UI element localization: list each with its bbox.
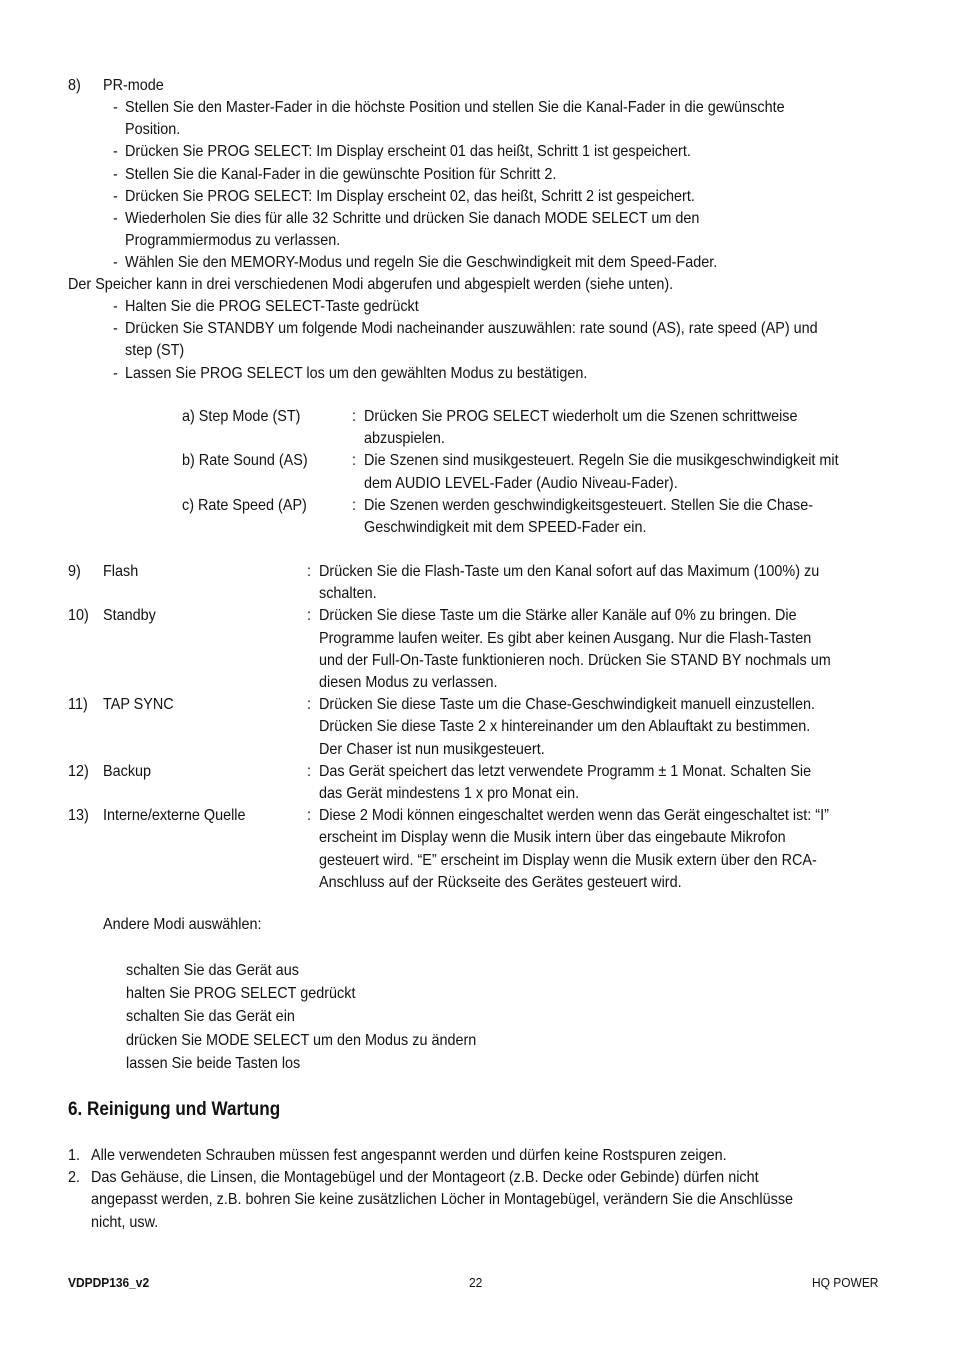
other-mode-step: lassen Sie beide Tasten los [126, 1054, 301, 1072]
item-description-line: Drücken Sie diese Taste 2 x hintereinander um den Ablauftakt zu bestimmen. [319, 718, 811, 736]
bullet-dash: - [113, 254, 118, 272]
item-description-line: schalten. [319, 585, 377, 603]
other-mode-step: schalten Sie das Gerät ein [126, 1008, 295, 1026]
item-label: Flash [103, 563, 139, 580]
item-number: 10) [68, 607, 89, 625]
mode-description-line: Drücken Sie PROG SELECT wiederholt um die Szenen schrittweise [364, 408, 798, 425]
item-colon: : [307, 563, 312, 580]
bullet-text-line: Drücken Sie PROG SELECT: Im Display erscheint 02, das heißt, Schritt 2 ist gespeichert. [125, 187, 695, 205]
bullet-dash: - [113, 99, 118, 116]
mode-label: a) Step Mode (ST) [182, 408, 301, 425]
item-description-line: Drücken Sie diese Taste um die Chase-Geschwindigkeit manuell einzustellen. [319, 696, 815, 714]
item-colon: : [307, 762, 312, 780]
mode-colon: : [352, 408, 357, 425]
mode-label: b) Rate Sound (AS) [182, 452, 308, 470]
bullet-text-line: Drücken Sie STANDBY um folgende Modi nacheinander auszuwählen: rate sound (AS), rate speed (AP) und [125, 320, 818, 338]
mode-colon: : [352, 452, 357, 470]
item-number: 11) [68, 696, 88, 714]
footer-brand: HQ POWER [812, 1275, 879, 1290]
memory-intro: Der Speicher kann in drei verschiedenen Modi abgerufen und abgespielt werden (siehe unten). [68, 276, 674, 293]
bullet-text-line: step (ST) [125, 342, 185, 360]
bullet-dash: - [113, 187, 118, 205]
mode-description-line: abzuspielen. [364, 430, 445, 448]
item-colon: : [307, 696, 312, 714]
item-description-line: Programme laufen weiter. Es gibt aber keinen Ausgang. Nur die Flash-Tasten [319, 629, 812, 647]
bullet-dash: - [113, 210, 118, 227]
section-8-number: 8) [68, 77, 81, 94]
item-description-line: Drücken Sie diese Taste um die Stärke aller Kanäle auf 0% zu bringen. Die [319, 607, 797, 625]
bullet-text-line: Wiederholen Sie dies für alle 32 Schritte und drücken Sie danach MODE SELECT um den [125, 210, 700, 227]
item-label: TAP SYNC [103, 696, 174, 714]
item-number: 12) [68, 762, 89, 780]
bullet-dash: - [113, 320, 118, 338]
item-number: 9) [68, 563, 81, 580]
item-colon: : [307, 607, 312, 625]
mode-description-line: Die Szenen werden geschwindigkeitsgesteuert. Stellen Sie die Chase- [364, 496, 814, 514]
bullet-text-line: Halten Sie die PROG SELECT-Taste gedrückt [125, 298, 419, 315]
bullet-text-line: Programmiermodus zu verlassen. [125, 232, 341, 250]
item-description-line: diesen Modus zu verlassen. [319, 674, 498, 691]
maintenance-text-line: Alle verwendeten Schrauben müssen fest angespannt werden und dürfen keine Rostspuren zeigen. [91, 1147, 727, 1164]
other-mode-step: schalten Sie das Gerät aus [126, 962, 299, 979]
bullet-dash: - [113, 143, 118, 161]
maintenance-number: 1. [68, 1147, 81, 1164]
other-mode-step: halten Sie PROG SELECT gedrückt [126, 985, 356, 1003]
item-description-line: Drücken Sie die Flash-Taste um den Kanal sofort auf das Maximum (100%) zu [319, 563, 820, 580]
footer-page-number: 22 [469, 1275, 483, 1290]
item-label: Interne/externe Quelle [103, 807, 246, 825]
mode-label: c) Rate Speed (AP) [182, 496, 307, 514]
other-mode-step: drücken Sie MODE SELECT um den Modus zu ändern [126, 1031, 477, 1049]
section-heading: 6. Reinigung und Wartung [68, 1099, 281, 1120]
mode-description-line: dem AUDIO LEVEL-Fader (Audio Niveau-Fader). [364, 474, 678, 492]
maintenance-text-line: nicht, usw. [91, 1213, 159, 1231]
bullet-text-line: Drücken Sie PROG SELECT: Im Display erscheint 01 das heißt, Schritt 1 ist gespeichert. [125, 143, 691, 161]
bullet-dash: - [113, 298, 118, 315]
mode-description-line: Die Szenen sind musikgesteuert. Regeln Sie die musikgeschwindigkeit mit [364, 452, 839, 470]
item-number: 13) [68, 807, 89, 825]
item-description-line: Anschluss auf der Rückseite des Gerätes gesteuert wird. [319, 873, 682, 891]
maintenance-text-line: angepasst werden, z.B. bohren Sie keine zusätzlichen Löcher in Montagebügel, verändern Sie die Anschlüsse [91, 1191, 794, 1209]
mode-colon: : [352, 496, 357, 514]
bullet-text-line: Stellen Sie den Master-Fader in die höchste Position und stellen Sie die Kanal-Fader in die gewünschte [125, 99, 785, 116]
section-8-title: PR-mode [103, 77, 164, 94]
bullet-text-line: Wählen Sie den MEMORY-Modus und regeln Sie die Geschwindigkeit mit dem Speed-Fader. [125, 254, 718, 272]
item-description-line: das Gerät mindestens 1 x pro Monat ein. [319, 785, 580, 802]
bullet-text-line: Lassen Sie PROG SELECT los um den gewählten Modus zu bestätigen. [125, 364, 588, 382]
item-description-line: und der Full-On-Taste funktionieren noch. Drücken Sie STAND BY nochmals um [319, 651, 831, 669]
item-description-line: Der Chaser ist nun musikgesteuert. [319, 740, 545, 758]
item-description-line: erscheint im Display wenn die Musik intern über das eingebaute Mikrofon [319, 829, 786, 847]
item-description-line: gesteuert wird. “E” erscheint im Display wenn die Musik extern über den RCA- [319, 851, 817, 869]
bullet-text-line: Stellen Sie die Kanal-Fader in die gewünschte Position für Schritt 2. [125, 165, 557, 183]
maintenance-number: 2. [68, 1169, 81, 1187]
bullet-dash: - [113, 364, 118, 382]
bullet-dash: - [113, 165, 118, 183]
item-label: Backup [103, 762, 152, 780]
item-label: Standby [103, 607, 156, 625]
item-colon: : [307, 807, 312, 825]
bullet-text-line: Position. [125, 121, 181, 139]
mode-description-line: Geschwindigkeit mit dem SPEED-Fader ein. [364, 519, 647, 536]
item-description-line: Diese 2 Modi können eingeschaltet werden wenn das Gerät eingeschaltet ist: “I” [319, 807, 829, 825]
other-modes-title: Andere Modi auswählen: [103, 916, 262, 933]
maintenance-text-line: Das Gehäuse, die Linsen, die Montagebügel und der Montageort (z.B. Decke oder Gebinde) dürfen nicht [91, 1169, 759, 1187]
item-description-line: Das Gerät speichert das letzt verwendete Programm ± 1 Monat. Schalten Sie [319, 762, 812, 780]
footer-model: VDPDP136_v2 [68, 1275, 150, 1290]
